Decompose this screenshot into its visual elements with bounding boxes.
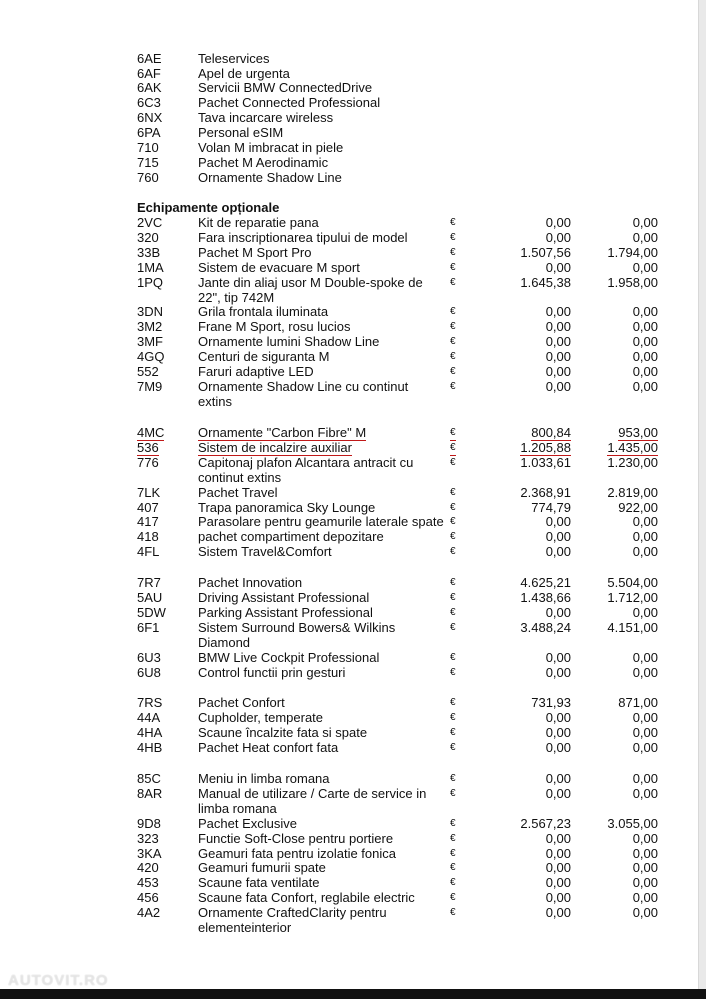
price-without-vat: 0,00 [545, 514, 571, 529]
item-description: Sistem Surround Bowers& Wilkins [198, 620, 396, 635]
price-without-vat: 4.625,21 [520, 575, 571, 590]
item-description: Driving Assistant Professional [198, 590, 370, 605]
item-description: Pachet Heat confort fata [198, 740, 339, 755]
item-code: 418 [137, 529, 159, 544]
optional-item-row [0, 786, 706, 801]
standard-item-row [0, 155, 706, 170]
optional-item-row [0, 275, 706, 290]
item-description: Geamuri fata pentru izolatie fonica [198, 846, 396, 861]
item-description-continued: extins [198, 393, 232, 409]
price-with-vat: 0,00 [632, 650, 658, 665]
optional-item-row [0, 349, 706, 364]
optional-item-row-continuation [0, 920, 706, 935]
item-code: 4A2 [137, 905, 161, 920]
price-with-vat: 0,00 [632, 665, 658, 680]
price-with-vat: 0,00 [632, 710, 658, 725]
price-without-vat: 0,00 [545, 786, 571, 801]
price-without-vat: 0,00 [545, 304, 571, 319]
item-description-continued: limba romana [198, 800, 277, 816]
item-description: Grila frontala iluminata [198, 304, 329, 319]
price-with-vat: 0,00 [632, 514, 658, 529]
price-with-vat: 0,00 [632, 905, 658, 920]
item-description: Jante din aliaj usor M Double-spoke de [198, 275, 423, 290]
price-with-vat: 0,00 [632, 364, 658, 379]
price-without-vat: 1.438,66 [520, 590, 571, 605]
item-description-continued: continut extins [198, 469, 282, 485]
item-code: 6AF [137, 66, 161, 81]
optional-item-row [0, 334, 706, 349]
price-with-vat: 4.151,00 [607, 620, 658, 635]
currency-symbol: € [450, 336, 456, 347]
price-with-vat: 0,00 [632, 860, 658, 875]
item-code: 1MA [137, 260, 164, 275]
price-without-vat: 0,00 [545, 860, 571, 875]
item-description-continued: Diamond [198, 634, 251, 650]
price-without-vat: 0,00 [545, 890, 571, 905]
item-description: Ornamente Shadow Line cu continut [198, 379, 409, 394]
price-with-vat: 0,00 [632, 529, 658, 544]
item-description: Pachet Travel [198, 485, 278, 500]
item-code: 6U8 [137, 665, 161, 680]
item-description: Faruri adaptive LED [198, 364, 314, 379]
optional-item-row [0, 905, 706, 920]
price-without-vat: 1.645,38 [520, 275, 571, 290]
price-with-vat: 1.958,00 [607, 275, 658, 290]
price-with-vat: 0,00 [632, 725, 658, 740]
price-without-vat: 0,00 [545, 319, 571, 334]
item-code: 33B [137, 245, 161, 260]
item-code: 456 [137, 890, 159, 905]
item-description: Geamuri fumurii spate [198, 860, 326, 875]
currency-symbol: € [450, 531, 456, 542]
currency-symbol: € [450, 381, 456, 392]
currency-symbol: € [450, 516, 456, 527]
item-code: 407 [137, 500, 159, 515]
item-code: 9D8 [137, 816, 161, 831]
optional-item-row [0, 620, 706, 635]
currency-symbol: € [450, 592, 456, 603]
item-description: pachet compartiment depozitare [198, 529, 384, 544]
item-code: 2VC [137, 215, 163, 230]
optional-item-row [0, 740, 706, 755]
currency-symbol: € [450, 818, 456, 829]
price-with-vat: 0,00 [632, 319, 658, 334]
optional-item-row [0, 846, 706, 861]
price-without-vat: 0,00 [545, 230, 571, 245]
item-description: Pachet Connected Professional [198, 95, 381, 110]
item-description: Fara inscriptionarea tipului de model [198, 230, 408, 245]
optional-item-row [0, 245, 706, 260]
price-with-vat: 0,00 [632, 260, 658, 275]
currency-symbol: € [450, 577, 456, 588]
item-description: Kit de reparatie pana [198, 215, 319, 230]
item-code: 6F1 [137, 620, 160, 635]
optional-item-row-continuation [0, 635, 706, 650]
item-code: 7LK [137, 485, 161, 500]
currency-symbol: € [450, 652, 456, 663]
item-code: 323 [137, 831, 159, 846]
item-description: Parasolare pentru geamurile laterale spate [198, 514, 444, 529]
item-code: 3KA [137, 846, 162, 861]
item-code: 6U3 [137, 650, 161, 665]
item-code: 4HB [137, 740, 163, 755]
price-without-vat: 731,93 [531, 695, 571, 710]
item-code: 3MF [137, 334, 163, 349]
price-without-vat: 1.205,88 [520, 440, 571, 455]
price-without-vat: 0,00 [545, 665, 571, 680]
optional-item-row [0, 816, 706, 831]
currency-symbol: € [450, 697, 456, 708]
optional-item-row [0, 831, 706, 846]
item-code: 85C [137, 771, 161, 786]
item-description: Sistem de evacuare M sport [198, 260, 360, 275]
item-code: 6PA [137, 125, 161, 140]
item-code: 7RS [137, 695, 163, 710]
price-without-vat: 1.033,61 [520, 455, 571, 470]
item-description: Capitonaj plafon Alcantara antracit cu [198, 455, 414, 470]
item-code: 6NX [137, 110, 163, 125]
price-with-vat: 0,00 [632, 304, 658, 319]
optional-item-row [0, 695, 706, 710]
price-without-vat: 3.488,24 [520, 620, 571, 635]
price-with-vat: 0,00 [632, 875, 658, 890]
currency-symbol: € [450, 306, 456, 317]
optional-item-row [0, 544, 706, 559]
item-code: 760 [137, 170, 159, 185]
optional-item-row [0, 710, 706, 725]
item-code: 536 [137, 440, 159, 455]
currency-symbol: € [450, 607, 456, 618]
section-title-optional-equipment: Echipamente opționale [137, 200, 280, 215]
currency-symbol: € [450, 232, 456, 243]
item-description: Scaune fata ventilate [198, 875, 320, 890]
price-with-vat: 3.055,00 [607, 816, 658, 831]
optional-item-row-continuation [0, 394, 706, 409]
item-code: 453 [137, 875, 159, 890]
price-with-vat: 0,00 [632, 349, 658, 364]
price-without-vat: 0,00 [545, 905, 571, 920]
price-with-vat: 5.504,00 [607, 575, 658, 590]
item-description: Functie Soft-Close pentru portiere [198, 831, 394, 846]
optional-item-row [0, 364, 706, 379]
optional-item-row [0, 875, 706, 890]
item-code: 710 [137, 140, 159, 155]
optional-item-row [0, 665, 706, 680]
currency-symbol: € [450, 546, 456, 557]
optional-item-row [0, 215, 706, 230]
price-with-vat: 0,00 [632, 786, 658, 801]
price-without-vat: 0,00 [545, 725, 571, 740]
standard-item-row [0, 125, 706, 140]
item-description: Control functii prin gesturi [198, 665, 346, 680]
standard-item-row [0, 110, 706, 125]
item-code: 4HA [137, 725, 163, 740]
optional-item-row [0, 425, 706, 440]
item-code: 4MC [137, 425, 165, 440]
price-without-vat: 0,00 [545, 544, 571, 559]
optional-item-row-continuation [0, 801, 706, 816]
price-without-vat: 0,00 [545, 529, 571, 544]
item-code: 6AK [137, 80, 162, 95]
price-with-vat: 2.819,00 [607, 485, 658, 500]
item-code: 8AR [137, 786, 163, 801]
currency-symbol: € [450, 247, 456, 258]
price-with-vat: 0,00 [632, 544, 658, 559]
optional-item-row [0, 455, 706, 470]
price-without-vat: 0,00 [545, 349, 571, 364]
bottom-bar [0, 989, 706, 999]
item-code: 6C3 [137, 95, 161, 110]
optional-item-row [0, 230, 706, 245]
price-with-vat: 0,00 [632, 334, 658, 349]
item-code: 5AU [137, 590, 163, 605]
item-code: 420 [137, 860, 159, 875]
item-description: Servicii BMW ConnectedDrive [198, 80, 373, 95]
price-without-vat: 0,00 [545, 831, 571, 846]
currency-symbol: € [450, 742, 456, 753]
item-description: Sistem de incalzire auxiliar [198, 440, 352, 455]
optional-item-row [0, 890, 706, 905]
price-without-vat: 0,00 [545, 846, 571, 861]
item-description: Apel de urgenta [198, 66, 290, 81]
item-code: 320 [137, 230, 159, 245]
standard-item-row [0, 80, 706, 95]
item-description: Tava incarcare wireless [198, 110, 334, 125]
item-description: Meniu in limba romana [198, 771, 330, 786]
optional-item-row [0, 650, 706, 665]
item-code: 1PQ [137, 275, 164, 290]
price-with-vat: 0,00 [632, 771, 658, 786]
currency-symbol: € [450, 262, 456, 273]
price-with-vat: 1.230,00 [607, 455, 658, 470]
item-description: Cupholder, temperate [198, 710, 324, 725]
standard-item-row [0, 140, 706, 155]
price-without-vat: 0,00 [545, 605, 571, 620]
currency-symbol: € [450, 487, 456, 498]
currency-symbol: € [450, 892, 456, 903]
optional-item-row-continuation [0, 470, 706, 485]
item-description: Scaune fata Confort, reglabile electric [198, 890, 415, 905]
optional-item-row [0, 514, 706, 529]
item-description: Ornamente CraftedClarity pentru [198, 905, 387, 920]
item-description: Teleservices [198, 51, 270, 66]
currency-symbol: € [450, 457, 456, 468]
price-with-vat: 0,00 [632, 230, 658, 245]
watermark-logo: AUTOVIT.RO [8, 972, 109, 989]
price-with-vat: 1.712,00 [607, 590, 658, 605]
optional-item-row [0, 575, 706, 590]
currency-symbol: € [450, 351, 456, 362]
currency-symbol: € [450, 366, 456, 377]
price-without-vat: 774,79 [531, 500, 571, 515]
item-description: Scaune încalzite fata si spate [198, 725, 368, 740]
price-without-vat: 2.368,91 [520, 485, 571, 500]
vertical-scrollbar[interactable] [698, 0, 706, 999]
item-code: 44A [137, 710, 161, 725]
item-description: Pachet M Aerodinamic [198, 155, 329, 170]
currency-symbol: € [450, 877, 456, 888]
standard-item-row [0, 51, 706, 66]
price-with-vat: 871,00 [618, 695, 658, 710]
optional-item-row [0, 725, 706, 740]
item-description: Sistem Travel&Comfort [198, 544, 332, 559]
item-description: Pachet Exclusive [198, 816, 297, 831]
item-code: 7M9 [137, 379, 163, 394]
optional-item-row [0, 605, 706, 620]
item-code: 5DW [137, 605, 166, 620]
currency-symbol: € [450, 773, 456, 784]
currency-symbol: € [450, 622, 456, 633]
price-with-vat: 0,00 [632, 215, 658, 230]
currency-symbol: € [450, 440, 456, 456]
optional-item-row [0, 379, 706, 394]
price-without-vat: 2.567,23 [520, 816, 571, 831]
standard-item-row [0, 170, 706, 185]
currency-symbol: € [450, 217, 456, 228]
item-description: Frane M Sport, rosu lucios [198, 319, 351, 334]
item-description: Volan M imbracat in piele [198, 140, 344, 155]
optional-item-row [0, 500, 706, 515]
item-description: BMW Live Cockpit Professional [198, 650, 380, 665]
price-without-vat: 0,00 [545, 771, 571, 786]
price-without-vat: 0,00 [545, 215, 571, 230]
optional-item-row [0, 860, 706, 875]
optional-item-row [0, 485, 706, 500]
currency-symbol: € [450, 848, 456, 859]
price-with-vat: 1.794,00 [607, 245, 658, 260]
currency-symbol: € [450, 862, 456, 873]
item-description: Trapa panoramica Sky Lounge [198, 500, 376, 515]
item-description: Pachet Confort [198, 695, 285, 710]
item-description: Ornamente Shadow Line [198, 170, 342, 185]
price-without-vat: 0,00 [545, 740, 571, 755]
currency-symbol: € [450, 907, 456, 918]
currency-symbol: € [450, 788, 456, 799]
price-without-vat: 0,00 [545, 379, 571, 394]
price-with-vat: 922,00 [618, 500, 658, 515]
item-description: Ornamente "Carbon Fibre" M [198, 425, 367, 440]
item-description: Centuri de siguranta M [198, 349, 330, 364]
item-description: Parking Assistant Professional [198, 605, 373, 620]
item-code: 4GQ [137, 349, 165, 364]
price-with-vat: 0,00 [632, 831, 658, 846]
item-description: Personal eSIM [198, 125, 284, 140]
item-description-continued: 22", tip 742M [198, 289, 275, 305]
item-code: 7R7 [137, 575, 161, 590]
price-without-vat: 800,84 [531, 425, 571, 440]
item-code: 4FL [137, 544, 160, 559]
currency-symbol: € [450, 667, 456, 678]
price-without-vat: 0,00 [545, 334, 571, 349]
item-code: 417 [137, 514, 159, 529]
currency-symbol: € [450, 712, 456, 723]
currency-symbol: € [450, 321, 456, 332]
item-description: Ornamente lumini Shadow Line [198, 334, 380, 349]
price-without-vat: 0,00 [545, 710, 571, 725]
price-with-vat: 1.435,00 [607, 440, 658, 455]
standard-item-row [0, 95, 706, 110]
price-without-vat: 1.507,56 [520, 245, 571, 260]
price-without-vat: 0,00 [545, 650, 571, 665]
item-description: Manual de utilizare / Carte de service in [198, 786, 427, 801]
currency-symbol: € [450, 502, 456, 513]
item-code: 715 [137, 155, 159, 170]
standard-item-row [0, 66, 706, 81]
price-with-vat: 0,00 [632, 890, 658, 905]
item-code: 6AE [137, 51, 162, 66]
item-code: 776 [137, 455, 159, 470]
item-code: 552 [137, 364, 159, 379]
currency-symbol: € [450, 833, 456, 844]
optional-item-row [0, 319, 706, 334]
currency-symbol: € [450, 277, 456, 288]
optional-item-row-continuation [0, 290, 706, 305]
optional-item-row [0, 304, 706, 319]
price-without-vat: 0,00 [545, 260, 571, 275]
item-description: Pachet Innovation [198, 575, 303, 590]
currency-symbol: € [450, 425, 456, 441]
item-description: Pachet M Sport Pro [198, 245, 312, 260]
optional-item-row [0, 260, 706, 275]
price-with-vat: 0,00 [632, 605, 658, 620]
price-with-vat: 0,00 [632, 740, 658, 755]
optional-item-row [0, 529, 706, 544]
currency-symbol: € [450, 727, 456, 738]
price-with-vat: 953,00 [618, 425, 658, 440]
price-with-vat: 0,00 [632, 379, 658, 394]
optional-item-row [0, 590, 706, 605]
optional-item-row [0, 440, 706, 455]
price-with-vat: 0,00 [632, 846, 658, 861]
item-code: 3M2 [137, 319, 163, 334]
optional-item-row [0, 771, 706, 786]
price-without-vat: 0,00 [545, 364, 571, 379]
price-without-vat: 0,00 [545, 875, 571, 890]
item-description-continued: elementeinterior [198, 919, 292, 935]
item-code: 3DN [137, 304, 164, 319]
